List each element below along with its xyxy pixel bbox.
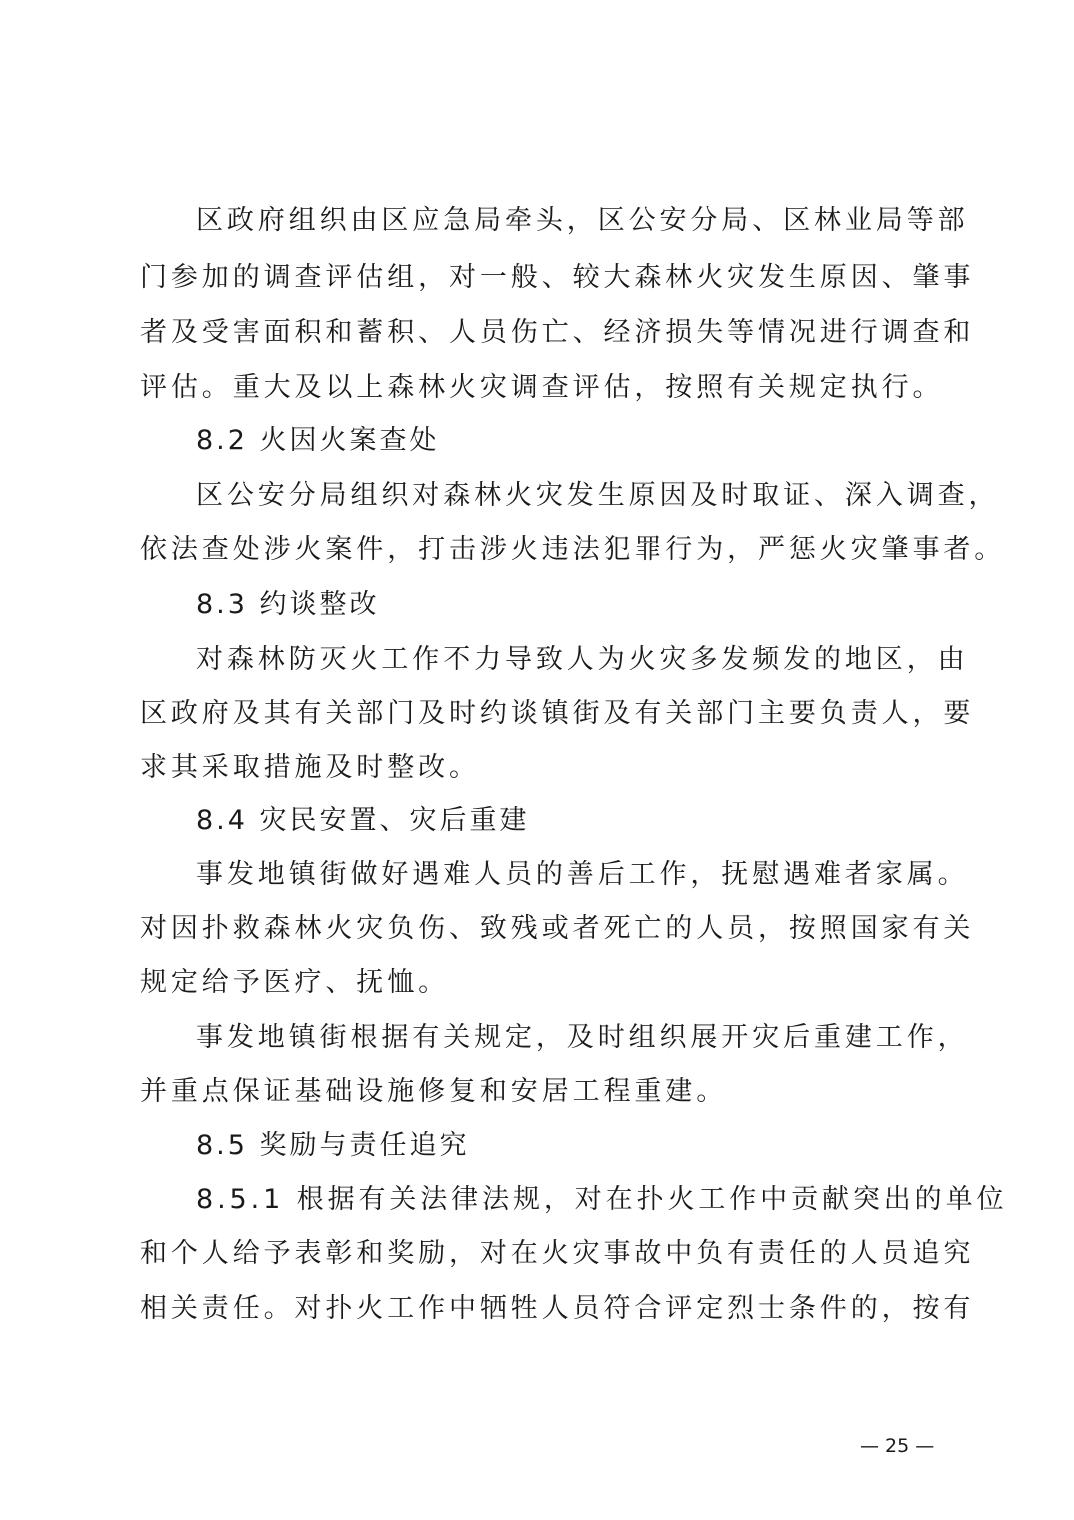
paragraph-line: 门参加的调查评估组，对一般、较大森林火灾发生原因、肇事 bbox=[140, 262, 975, 293]
section-heading: 8.5 奖励与责任追究 bbox=[196, 1130, 470, 1161]
paragraph-line: 求其采取措施及时整改。 bbox=[140, 752, 480, 783]
paragraph-line: 事发地镇街做好遇难人员的善后工作，抚慰遇难者家属。 bbox=[196, 859, 969, 890]
paragraph-line: 区政府组织由区应急局牵头，区公安分局、区林业局等部 bbox=[196, 205, 969, 236]
paragraph-line: 8.5.1 根据有关法律法规，对在扑火工作中贡献突出的单位 bbox=[196, 1184, 1008, 1215]
paragraph-line: 事发地镇街根据有关规定，及时组织展开灾后重建工作， bbox=[196, 1022, 969, 1053]
paragraph-line: 和个人给予表彰和奖励，对在火灾事故中负有责任的人员追究 bbox=[140, 1238, 975, 1269]
page-number: — 25 — bbox=[860, 1435, 935, 1457]
section-heading: 8.3 约谈整改 bbox=[196, 589, 380, 620]
paragraph-line: 相关责任。对扑火工作中牺牲人员符合评定烈士条件的，按有 bbox=[140, 1293, 975, 1324]
paragraph-line: 依法查处涉火案件，打击涉火违法犯罪行为，严惩火灾肇事者。 bbox=[140, 534, 1006, 565]
section-heading: 8.2 火因火案查处 bbox=[196, 425, 440, 456]
paragraph-line: 对森林防灭火工作不力导致人为火灾多发频发的地区，由 bbox=[196, 644, 969, 675]
paragraph-line: 并重点保证基础设施修复和安居工程重建。 bbox=[140, 1076, 728, 1107]
paragraph-line: 区公安分局组织对森林火灾发生原因及时取证、深入调查， bbox=[196, 480, 1000, 511]
paragraph-line: 规定给予医疗、抚恤。 bbox=[140, 967, 449, 998]
paragraph-line: 评估。重大及以上森林火灾调查评估，按照有关规定执行。 bbox=[140, 372, 944, 403]
paragraph-line: 区政府及其有关部门及时约谈镇街及有关部门主要负责人，要 bbox=[140, 698, 975, 729]
section-heading: 8.4 灾民安置、灾后重建 bbox=[196, 805, 530, 836]
paragraph-line: 者及受害面积和蓄积、人员伤亡、经济损失等情况进行调查和 bbox=[140, 317, 975, 348]
paragraph-line: 对因扑救森林火灾负伤、致残或者死亡的人员，按照国家有关 bbox=[140, 913, 975, 944]
